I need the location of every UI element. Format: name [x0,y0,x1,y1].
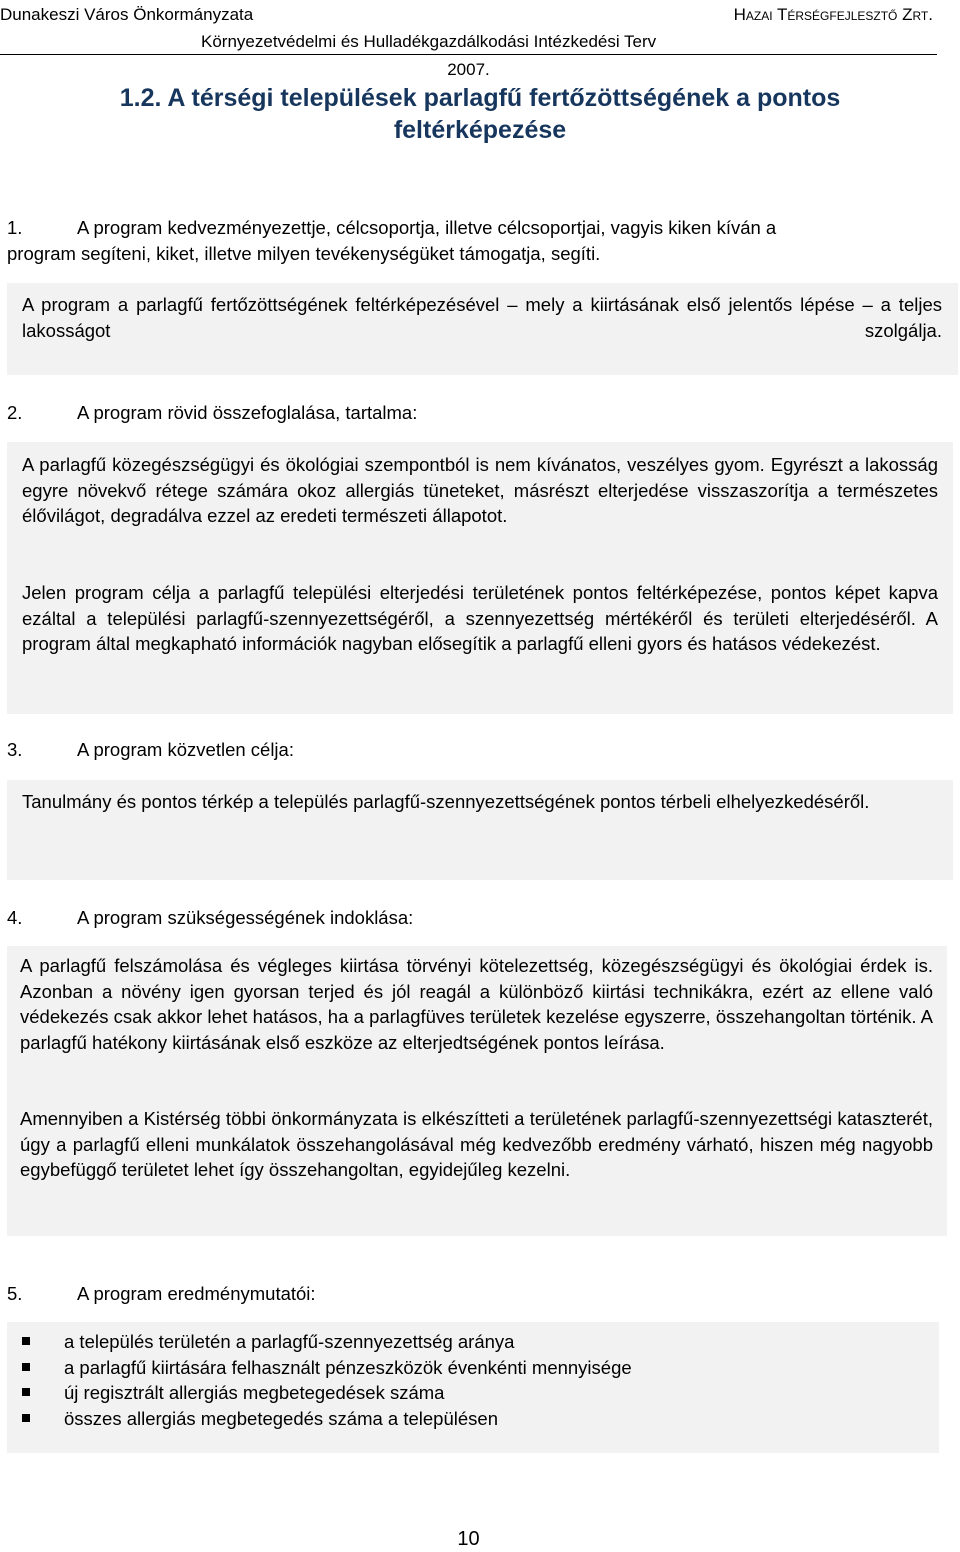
bullet-text: a parlagfű kiirtására felhasznált pénzeszközök évenkénti mennyisége [64,1356,632,1378]
list-item [22,1380,632,1406]
item3-number: 3. [7,739,23,760]
item4-paragraph1: A parlagfű felszámolása és végleges kiirtása törvényi kötelezettség, közegészségügyi és ökológiai érdek is. Azonban a növény igen gyorsan terjed és jól reagál a különböző kiirtási technikákra, ezért az ellene való védekezés csak akkor lehet hatásos, ha a parlagfüves területek kezelése egyszerre, összehangoltan történik. A parlagfű hatékony kiirtásának első eszköze az elterjedtségének pontos leírása. [20,955,933,1053]
item3-answer: Tanulmány és pontos térkép a település parlagfű-szennyezettségének pontos térbeli elhelyezkedéséről. [22,791,870,812]
header-organization: Dunakeszi Város Önkormányzata [0,5,254,24]
page-number: 10 [457,1528,480,1550]
item3-question: A program közvetlen célja: [77,739,294,760]
list-item [22,1406,632,1432]
bullet-icon [22,1363,30,1371]
section-title-line2: feltérképezése [393,116,567,144]
bullet-text: a település területén a parlagfű-szennyezettség aránya [64,1331,515,1352]
item1-answer: A program a parlagfű fertőzöttségének feltérképezésével – mely a kiirtásának első jelentős lépése – a teljes lakosságot szolgálja. [22,294,942,341]
bullet-text: új regisztrált allergiás megbetegedések száma [64,1382,445,1403]
bullet-icon [22,1388,30,1396]
item5-bullet-list [22,1329,632,1431]
bullet-text: összes allergiás megbetegedés száma a településen [64,1407,498,1429]
header-year: 2007. [447,60,490,79]
item2-paragraph1: A parlagfű közegészségügyi és ökológiai szempontból is nem kívánatos, veszélyes gyom. Egyrészt a lakosság egyre növekvő rétege számára okoz allergiás tüneteket, másrészt elterjedése visszaszorítja a természetes élővilágot, degradálva ezzel az eredeti természeti állapotot. [22,454,938,526]
header-company: Hazai Térségfejlesztő Zrt. [733,5,933,24]
item4-number: 4. [7,907,23,928]
item5-number: 5. [7,1283,23,1304]
item1-question-line2: program segíteni, kiket, illetve milyen tevékenységüket támogatja, segíti. [7,243,601,264]
bullet-icon [22,1337,30,1345]
item1-number: 1. [7,217,23,238]
item4-paragraph2: Amennyiben a Kistérség többi önkormányzata is elkészítteti a területének parlagfű-szennyezettségi kataszterét, úgy a parlagfű elleni munkálatok összehangolásával még kedvezőbb eredmény várható, hiszen még nagyobb egybefüggő területet lehet így összehangoltan, egyidejűleg kezelni. [20,1108,933,1180]
item2-paragraph2: Jelen program célja a parlagfű települési elterjedési területének pontos feltérképezése, pontos képet kapva ezáltal a települési parlagfű-szennyezettségéről, a szennyezettség mértékéről és területi elterjedéséről. A program által megkapható információk nagyban elősegítik a parlagfű elleni gyors és hatásos védekezést. [22,582,938,654]
item2-number: 2. [7,402,23,423]
item5-question: A program eredménymutatói: [77,1283,316,1304]
header-divider [0,54,937,55]
item1-question-line1: A program kedvezményezettje, célcsoportja, illetve célcsoportjai, vagyis kiken kíván a [77,217,777,238]
item2-question: A program rövid összefoglalása, tartalma: [77,402,418,423]
bullet-icon [22,1414,30,1422]
list-item [22,1355,632,1381]
list-item [22,1329,632,1355]
header-subtitle: Környezetvédelmi és Hulladékgazdálkodási Intézkedési Terv [201,32,657,51]
item4-question: A program szükségességének indoklása: [77,907,414,928]
section-title-line1: 1.2. A térségi települések parlagfű fertőzöttségének a pontos [119,84,841,112]
